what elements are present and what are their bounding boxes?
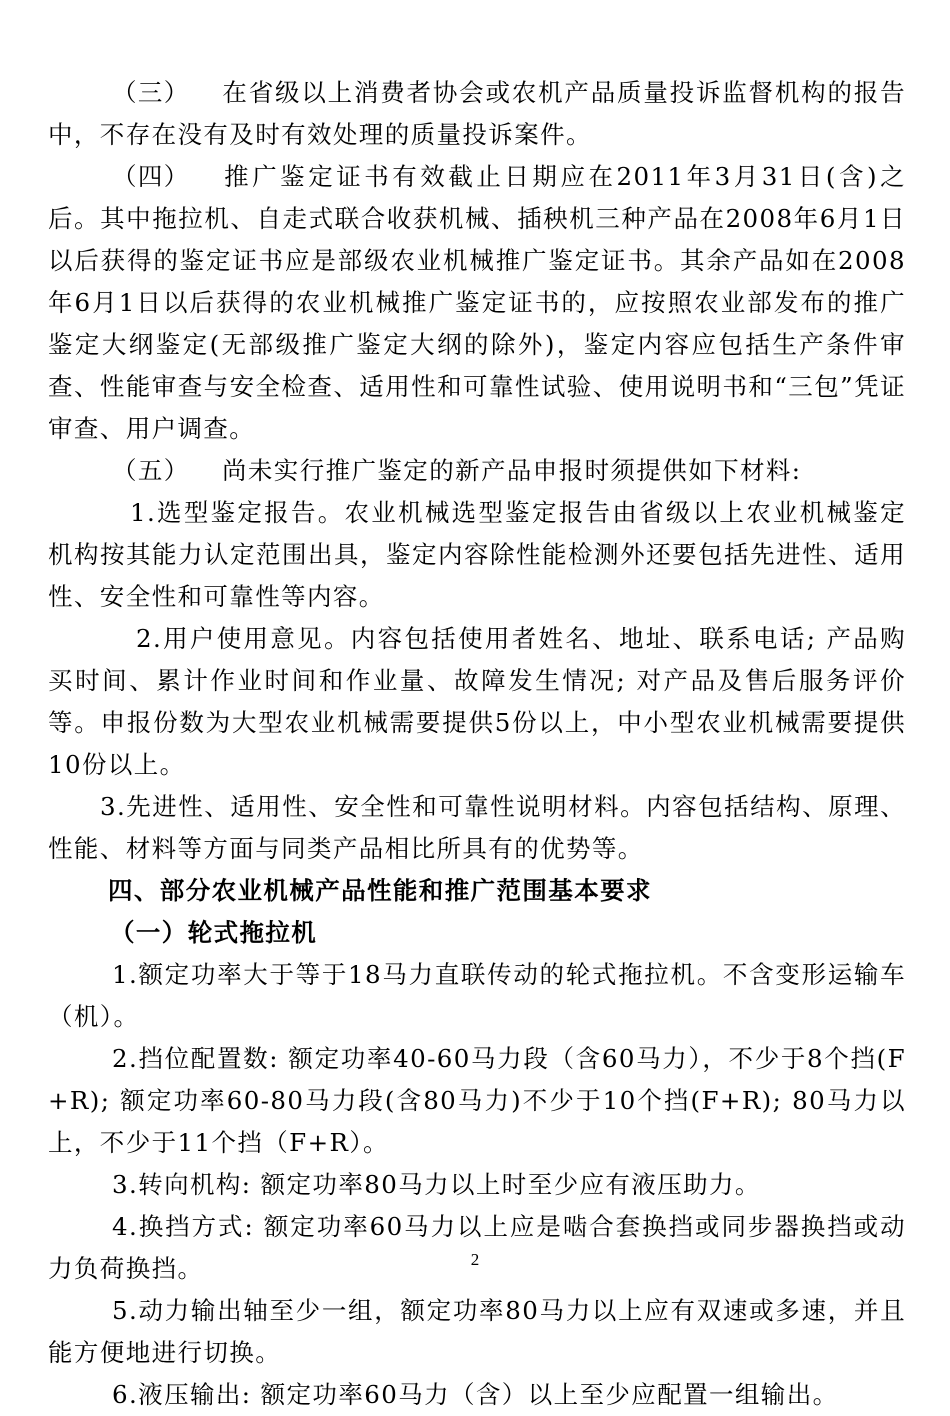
paragraph-5-tag: （五）	[112, 456, 190, 485]
paragraph-4	[48, 156, 906, 450]
paragraph-3-tag: （三）	[112, 78, 190, 107]
paragraph-3	[48, 72, 906, 156]
page-number: 2	[470, 1250, 480, 1269]
paragraph-4-tag: （四）	[112, 162, 190, 191]
subsection-1-heading: （一）轮式拖拉机	[110, 918, 318, 947]
requirement-5: 5.动力输出轴至少一组，额定功率80马力以上应有双速或多速，并且能方便地进行切换。	[48, 1296, 906, 1367]
requirement-2: 2.挡位配置数: 额定功率40-60马力段（含60马力），不少于8个挡(F+R); 额定功率60-80马力段(含80马力)不少于10个挡(F+R); 80马力以上，不少于11个挡（F+R）。	[48, 1044, 906, 1157]
paragraph-4-text: 推广鉴定证书有效截止日期应在2011年3月31日(含)之后。其中拖拉机、自走式联合收获机械、插秧机三种产品在2008年6月1日以后获得的鉴定证书应是部级农业机械推广鉴定证书。其余产品如在2008年6月1日以后获得的农业机械推广鉴定证书的，应按照农业部发布的推广鉴定大纲鉴定(无部级推广鉴定大纲的除外)，鉴定内容应包括生产条件审查、性能审查与安全检查、适用性和可靠性试验、使用说明书和“三包”凭证审查、用户调查。	[48, 162, 906, 443]
requirement-3: 3.转向机构: 额定功率80马力以上时至少应有液压助力。	[112, 1170, 761, 1199]
material-item-3: 3.先进性、适用性、安全性和可靠性说明材料。内容包括结构、原理、性能、材料等方面与同类产品相比所具有的优势等。	[48, 792, 906, 863]
requirement-1: 1.额定功率大于等于18马力直联传动的轮式拖拉机。不含变形运输车（机）。	[48, 960, 906, 1031]
material-item-2: 2.用户使用意见。内容包括使用者姓名、地址、联系电话; 产品购买时间、累计作业时间和作业量、故障发生情况; 对产品及售后服务评价等。申报份数为大型农业机械需要提供5份以上，中小型农业机械需要提供10份以上。	[48, 624, 906, 779]
requirement-4: 4.换挡方式: 额定功率60马力以上应是啮合套换挡或同步器换挡或动力负荷换挡。	[48, 1212, 906, 1283]
material-item-1: 1.选型鉴定报告。农业机械选型鉴定报告由省级以上农业机械鉴定机构按其能力认定范围出具，鉴定内容除性能检测外还要包括先进性、适用性、安全性和可靠性等内容。	[48, 498, 906, 611]
paragraph-5	[48, 450, 906, 492]
paragraph-5-text: 尚未实行推广鉴定的新产品申报时须提供如下材料:	[222, 456, 802, 485]
paragraph-3-text: 在省级以上消费者协会或农机产品质量投诉监督机构的报告中，不存在没有及时有效处理的质量投诉案件。	[48, 78, 906, 149]
section-4-heading: 四、部分农业机械产品性能和推广范围基本要求	[108, 876, 652, 905]
requirement-6: 6.液压输出: 额定功率60马力（含）以上至少应配置一组输出。	[112, 1380, 839, 1409]
